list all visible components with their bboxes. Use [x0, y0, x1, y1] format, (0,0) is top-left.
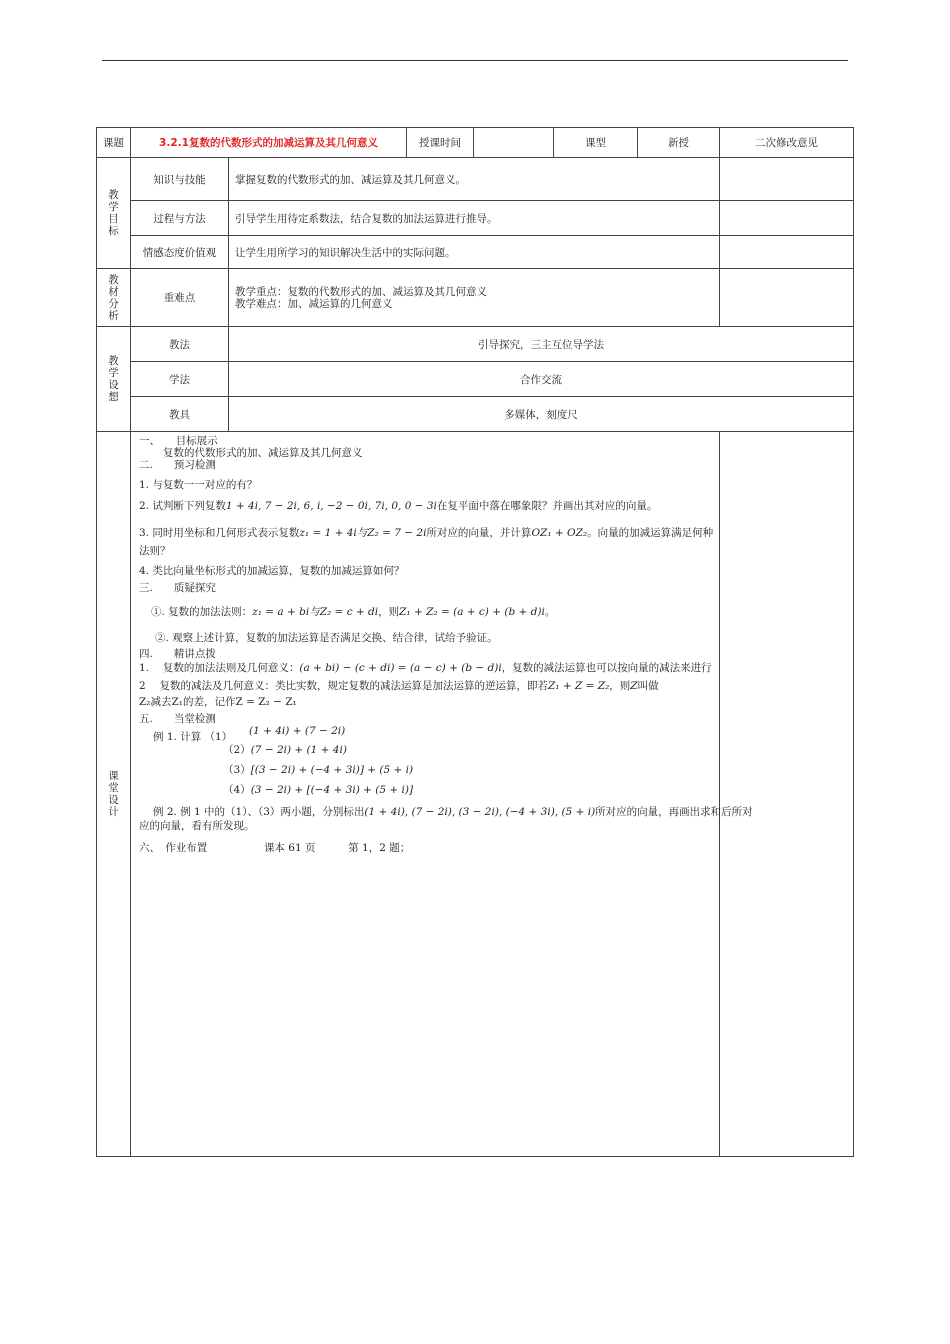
section-4-heading: 四. 精讲点拨 — [139, 648, 216, 660]
section-6-heading: 六、 作业布置 课本 61 页 第 1，2 题； — [139, 842, 411, 854]
topic-title: 3.2.1复数的代数形式的加减运算及其几何意义 — [131, 128, 407, 158]
teaching-aids-text: 多媒体，刻度尺 — [229, 397, 854, 432]
probe-2: ②. 观察上述计算，复数的加法运算是否满足交换、结合律，试给予验证。 — [155, 632, 498, 644]
question-4: 4. 类比向量坐标形式的加减运算，复数的加减运算如何？ — [139, 565, 405, 577]
revision-cell — [720, 201, 854, 236]
objective-process-text: 引导学生用待定系数法，结合复数的加法运算进行推导。 — [229, 201, 720, 236]
question-3-continued: 法则？ — [139, 545, 171, 557]
section-1-body: 复数的代数形式的加、减运算及其几何意义 — [163, 447, 363, 459]
revision-label: 二次修改意见 — [720, 128, 854, 158]
objective-knowledge-label: 知识与技能 — [131, 158, 229, 201]
section-5-heading: 五. 当堂检测 — [139, 713, 216, 725]
teaching-time-label: 授课时间 — [407, 128, 474, 158]
math-expression: [(3 − 2i) + (−4 + 3i)] + (5 + i) — [250, 764, 414, 776]
revision-cell — [720, 158, 854, 201]
difficulty-line: 教学难点：加、减运算的几何意义 — [235, 297, 393, 310]
explain-1: 1. 复数的加法法则及几何意义：(a + bi) − (c + di) = (a − c) + (b − d)i，复数的减法运算也可以按向量的减法来进行 — [139, 662, 712, 674]
section-1-heading: 一、 目标展示 — [139, 435, 218, 447]
learning-method-label: 学法 — [131, 362, 229, 397]
probe-1: ①. 复数的加法法则：z₁ = a + bi与Z₂ = c + di，则Z₁ + Z₂ = (a + c) + (b + d)i。 — [151, 606, 556, 618]
analysis-section-label: 教 材 分 析 — [97, 269, 131, 327]
math-expression: Z — [630, 680, 638, 692]
objective-process-label: 过程与方法 — [131, 201, 229, 236]
homework-items: 第 1，2 题； — [348, 842, 411, 854]
lesson-plan-table — [96, 127, 854, 1157]
example-1-item: （2）(7 − 2i) + (1 + 4i) — [223, 744, 347, 756]
revision-cell — [720, 432, 854, 1157]
learning-method-text: 合作交流 — [229, 362, 854, 397]
lesson-type-value: 新授 — [638, 128, 720, 158]
homework-book: 课本 61 页 — [263, 842, 316, 854]
math-expression: (1 + 4i) + (7 − 2i) — [249, 725, 346, 737]
math-expression: OZ₁ + OZ₂ — [531, 527, 588, 539]
teaching-method-text: 引导探究，三主互位导学法 — [229, 327, 854, 362]
objective-attitude-label: 情感态度价值观 — [131, 236, 229, 269]
example-2-continued: 应的向量，看有所发现。 — [139, 820, 255, 832]
revision-cell — [720, 236, 854, 269]
topic-label: 课题 — [97, 128, 131, 158]
math-expression: z₁ = 1 + 4i与Z₂ = 7 − 2i — [299, 527, 427, 539]
section-3-heading: 三. 质疑探究 — [139, 582, 216, 594]
revision-cell — [720, 269, 854, 327]
section-2-heading: 二. 预习检测 — [139, 459, 216, 471]
lesson-type-label: 课型 — [554, 128, 638, 158]
header-rule — [102, 60, 848, 61]
math-expression: (a + bi) − (c + di) = (a − c) + (b − d)i — [299, 662, 502, 674]
math-expression: (3 − 2i) + [(−4 + 3i) + (5 + i)] — [250, 784, 414, 796]
teaching-method-label: 教法 — [131, 327, 229, 362]
math-expression: Z₁ + Z = Z₂ — [548, 680, 610, 692]
objective-attitude-text: 让学生用所学习的知识解决生活中的实际问题。 — [229, 236, 720, 269]
key-point-line: 教学重点：复数的代数形式的加、减运算及其几何意义 — [235, 285, 487, 298]
question-1: 1. 与复数一一对应的有？ — [139, 479, 258, 491]
explain-2-continued: Z₂减去Z₁的差，记作Z = Z₂ − Z₁ — [139, 696, 297, 708]
objective-knowledge-text: 掌握复数的代数形式的加、减运算及其几何意义。 — [229, 158, 720, 201]
question-3: 3. 同时用坐标和几何形式表示复数z₁ = 1 + 4i与Z₂ = 7 − 2i所对应的向量，并计算OZ₁ + OZ₂。向量的加减运算满足何种 — [139, 527, 714, 539]
explain-2: 2 复数的减法及几何意义：类比实数，规定复数的减法运算是加法运算的逆运算，即若Z₁ + Z = Z₂，则Z叫做 — [139, 680, 659, 692]
math-expression: z₁ = a + bi与Z₂ = c + di — [252, 606, 379, 618]
classroom-section-label: 课 堂 设 计 — [97, 432, 131, 1157]
teaching-aids-label: 教具 — [131, 397, 229, 432]
math-expression: Z₁ + Z₂ = (a + c) + (b + d)i — [399, 606, 545, 618]
teaching-time-value — [474, 128, 554, 158]
classroom-design-content — [131, 432, 753, 1157]
example-2: 例 2. 例 1 中的（1）、（3）两小题，分别标出(1 + 4i), (7 − 2i), (3 − 2i), (−4 + 3i), (5 + i)所对应的向量，再画出求和后所对 — [153, 806, 753, 818]
key-points-text — [229, 269, 720, 327]
example-1-item: （3）[(3 − 2i) + (−4 + 3i)] + (5 + i) — [223, 764, 414, 776]
math-expression: (7 − 2i) + (1 + 4i) — [250, 744, 347, 756]
math-expression: (1 + 4i), (7 − 2i), (3 − 2i), (−4 + 3i), (5 + i) — [364, 806, 596, 818]
example-1-item: （4）(3 − 2i) + [(−4 + 3i) + (5 + i)] — [223, 784, 414, 796]
question-2: 2. 试判断下列复数1 + 4i, 7 − 2i, 6, i, −2 − 0i, 7i, 0, 0 − 3i在复平面中落在哪象限？并画出其对应的向量。 — [139, 500, 658, 512]
example-1-label: 例 1. 计算 （1） — [153, 731, 233, 743]
key-points-label: 重难点 — [131, 269, 229, 327]
objectives-section-label: 教 学 目 标 — [97, 158, 131, 269]
math-expression: 1 + 4i, 7 − 2i, 6, i, −2 − 0i, 7i, 0, 0 − 3i — [225, 500, 437, 512]
example-1-item — [249, 725, 345, 737]
plan-section-label: 教 学 设 想 — [97, 327, 131, 432]
